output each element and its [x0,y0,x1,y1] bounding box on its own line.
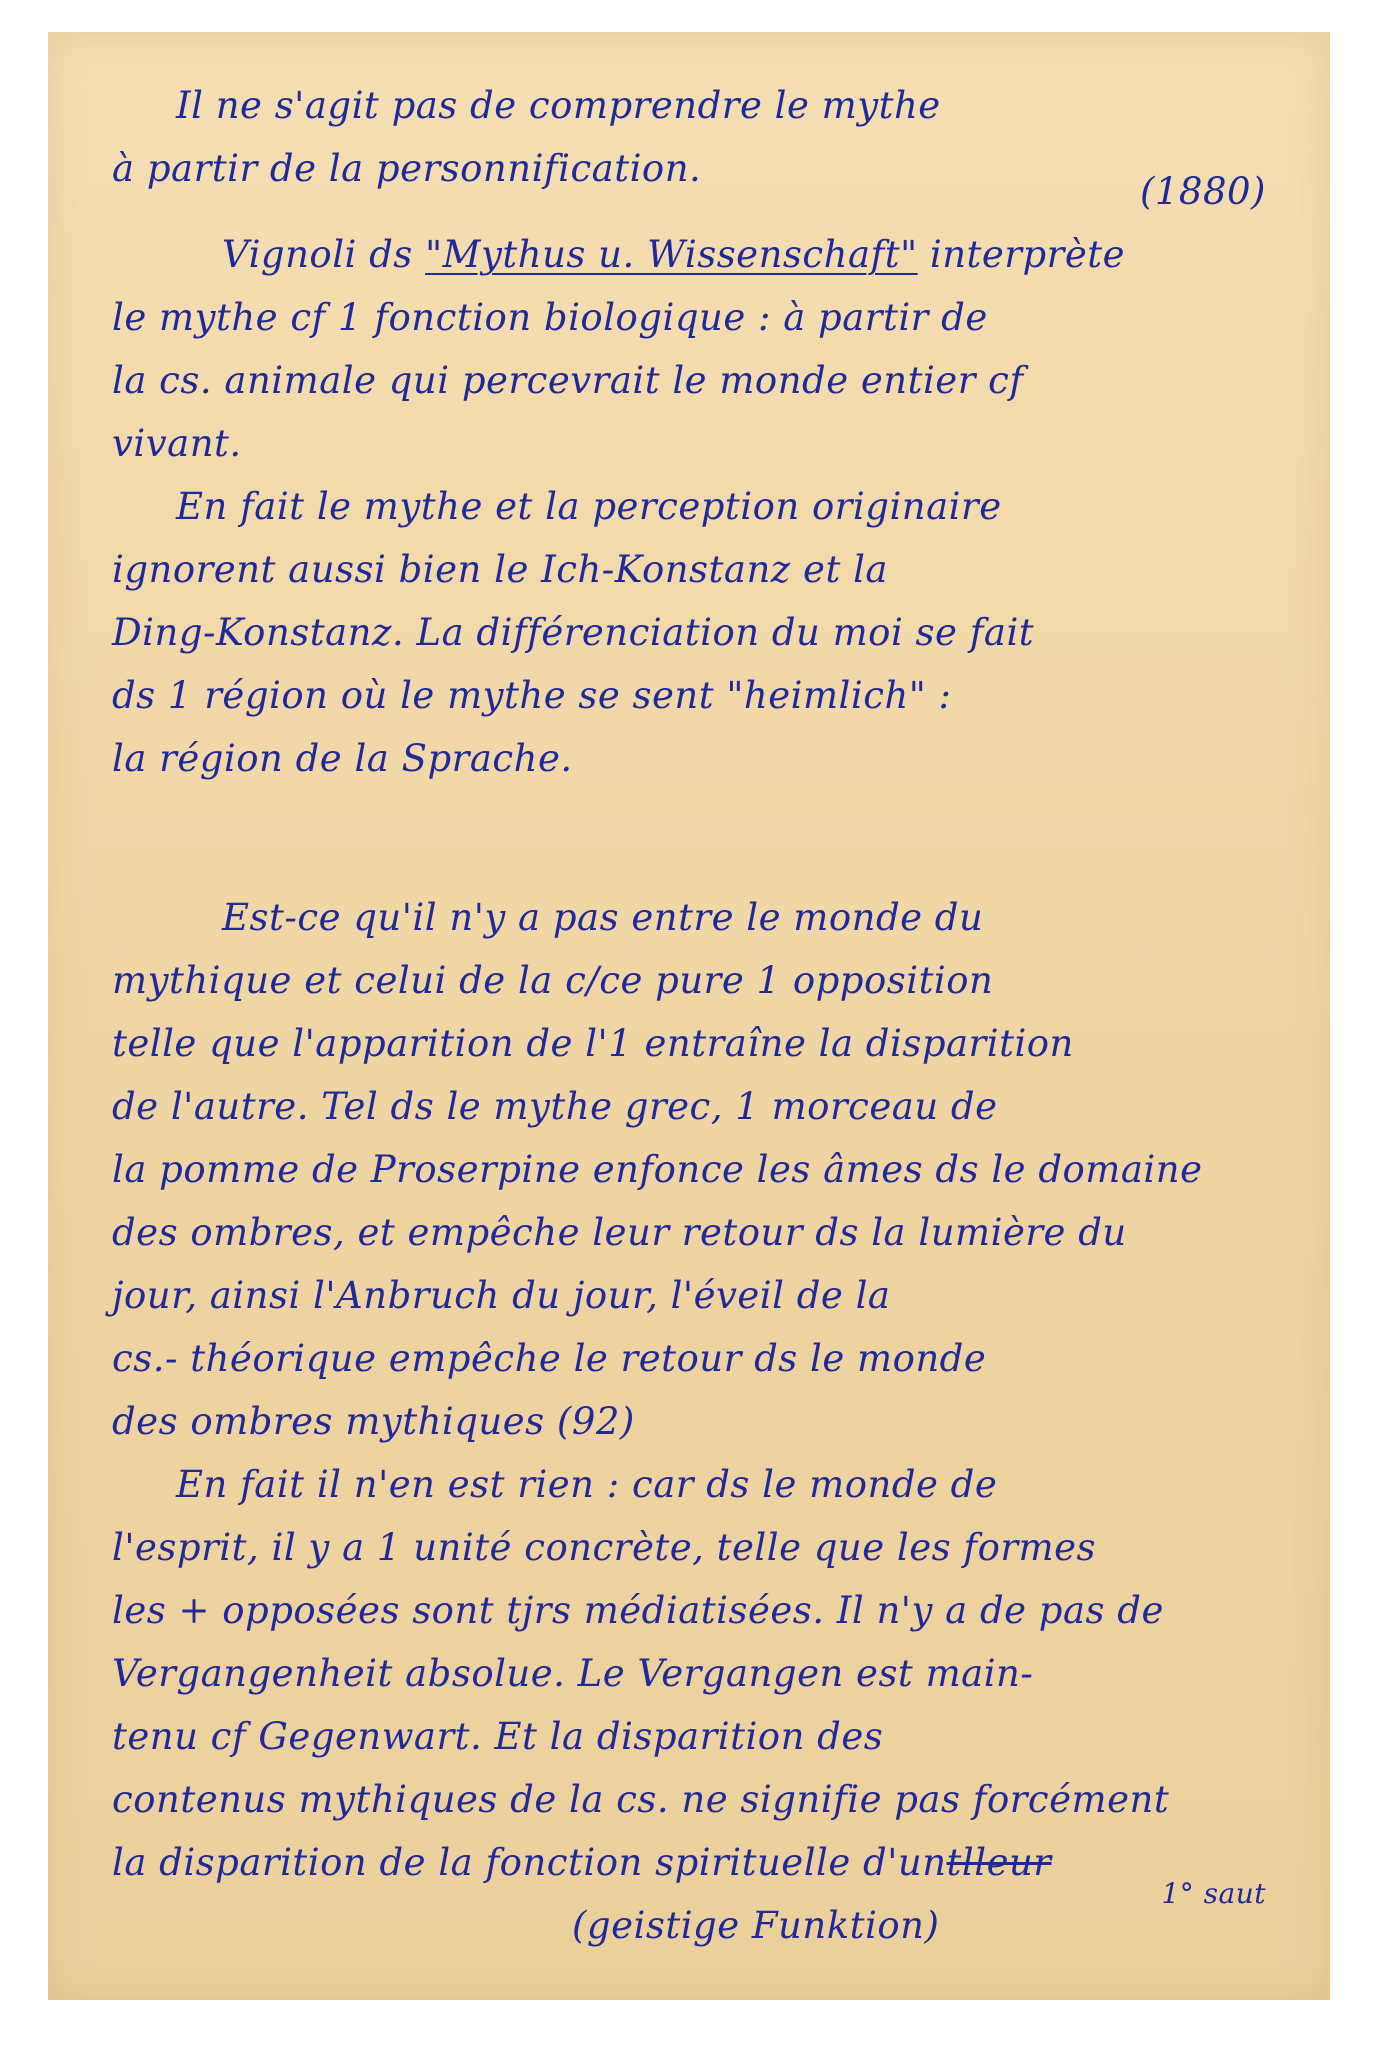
handwritten-line: à partir de la personnification. [112,147,702,190]
handwritten-line: Ding-Konstanz. La différenciation du moi se fait [112,611,1035,654]
paragraph-4 [112,886,1276,1453]
line-suffix: interprète [929,233,1126,276]
handwritten-line: la cs. animale qui percevrait le monde entier cf [112,359,1024,402]
handwritten-line: ds 1 région où le mythe se sent "heimlich" : [112,674,952,717]
book-title: "Mythus u. Wissenschaft" [425,233,918,276]
line-text: la disparition de la fonction spirituelle d'un [112,1841,947,1884]
handwritten-line: ignorent aussi bien le Ich-Konstanz et la [112,548,888,591]
handwritten-line: mythique et celui de la c/ce pure 1 opposition [112,959,994,1002]
handwritten-line: la région de la Sprache. [112,737,573,780]
handwritten-line: telle que l'apparition de l'1 entraîne la disparition [112,1022,1074,1065]
line-prefix: Vignoli ds [222,233,413,276]
handwritten-line: la pomme de Proserpine enfonce les âmes ds le domaine [112,1148,1203,1191]
handwritten-line: (geistige Funktion) [572,1904,940,1947]
paragraph-2 [112,223,1276,475]
handwritten-line [112,1831,1276,1894]
handwritten-line: tenu cf Gegenwart. Et la disparition des [112,1715,884,1758]
closing-line [112,1877,1276,1957]
handwritten-line: vivant. [112,422,242,465]
handwritten-line: de l'autre. Tel ds le mythe grec, 1 morceau de [112,1085,998,1128]
handwritten-line: Est-ce qu'il n'y a pas entre le monde du [222,896,984,939]
date-annotation: (1880) [1139,170,1266,213]
struck-word: tlleur [946,1841,1052,1884]
paragraph-3 [112,475,1276,790]
handwritten-line: l'esprit, il y a 1 unité concrète, telle que les formes [112,1526,1097,1569]
handwritten-line [112,223,1276,286]
margin-note: 1° saut [1161,1877,1266,1910]
handwritten-line: des ombres mythiques (92) [112,1400,635,1443]
handwritten-line: jour, ainsi l'Anbruch du jour, l'éveil de la [112,1274,891,1317]
handwritten-line: En fait il n'en est rien : car ds le monde de [176,1463,998,1506]
manuscript-page [48,32,1330,2000]
handwritten-line: le mythe cf 1 fonction biologique : à partir de [112,296,988,339]
handwritten-line: En fait le mythe et la perception originaire [176,485,1002,528]
paragraph-5 [112,1453,1276,1957]
paragraph-1 [112,74,1276,223]
handwritten-line: contenus mythiques de la cs. ne signifie pas forcément [112,1778,1170,1821]
handwritten-line: cs.- théorique empêche le retour ds le monde [112,1337,987,1380]
handwritten-line: Vergangenheit absolue. Le Vergangen est main- [112,1652,1034,1695]
handwritten-line: des ombres, et empêche leur retour ds la lumière du [112,1211,1127,1254]
handwritten-line: les + opposées sont tjrs médiatisées. Il n'y a de pas de [112,1589,1164,1632]
handwritten-line: Il ne s'agit pas de comprendre le mythe [176,84,941,127]
paragraph-gap [112,790,1276,886]
